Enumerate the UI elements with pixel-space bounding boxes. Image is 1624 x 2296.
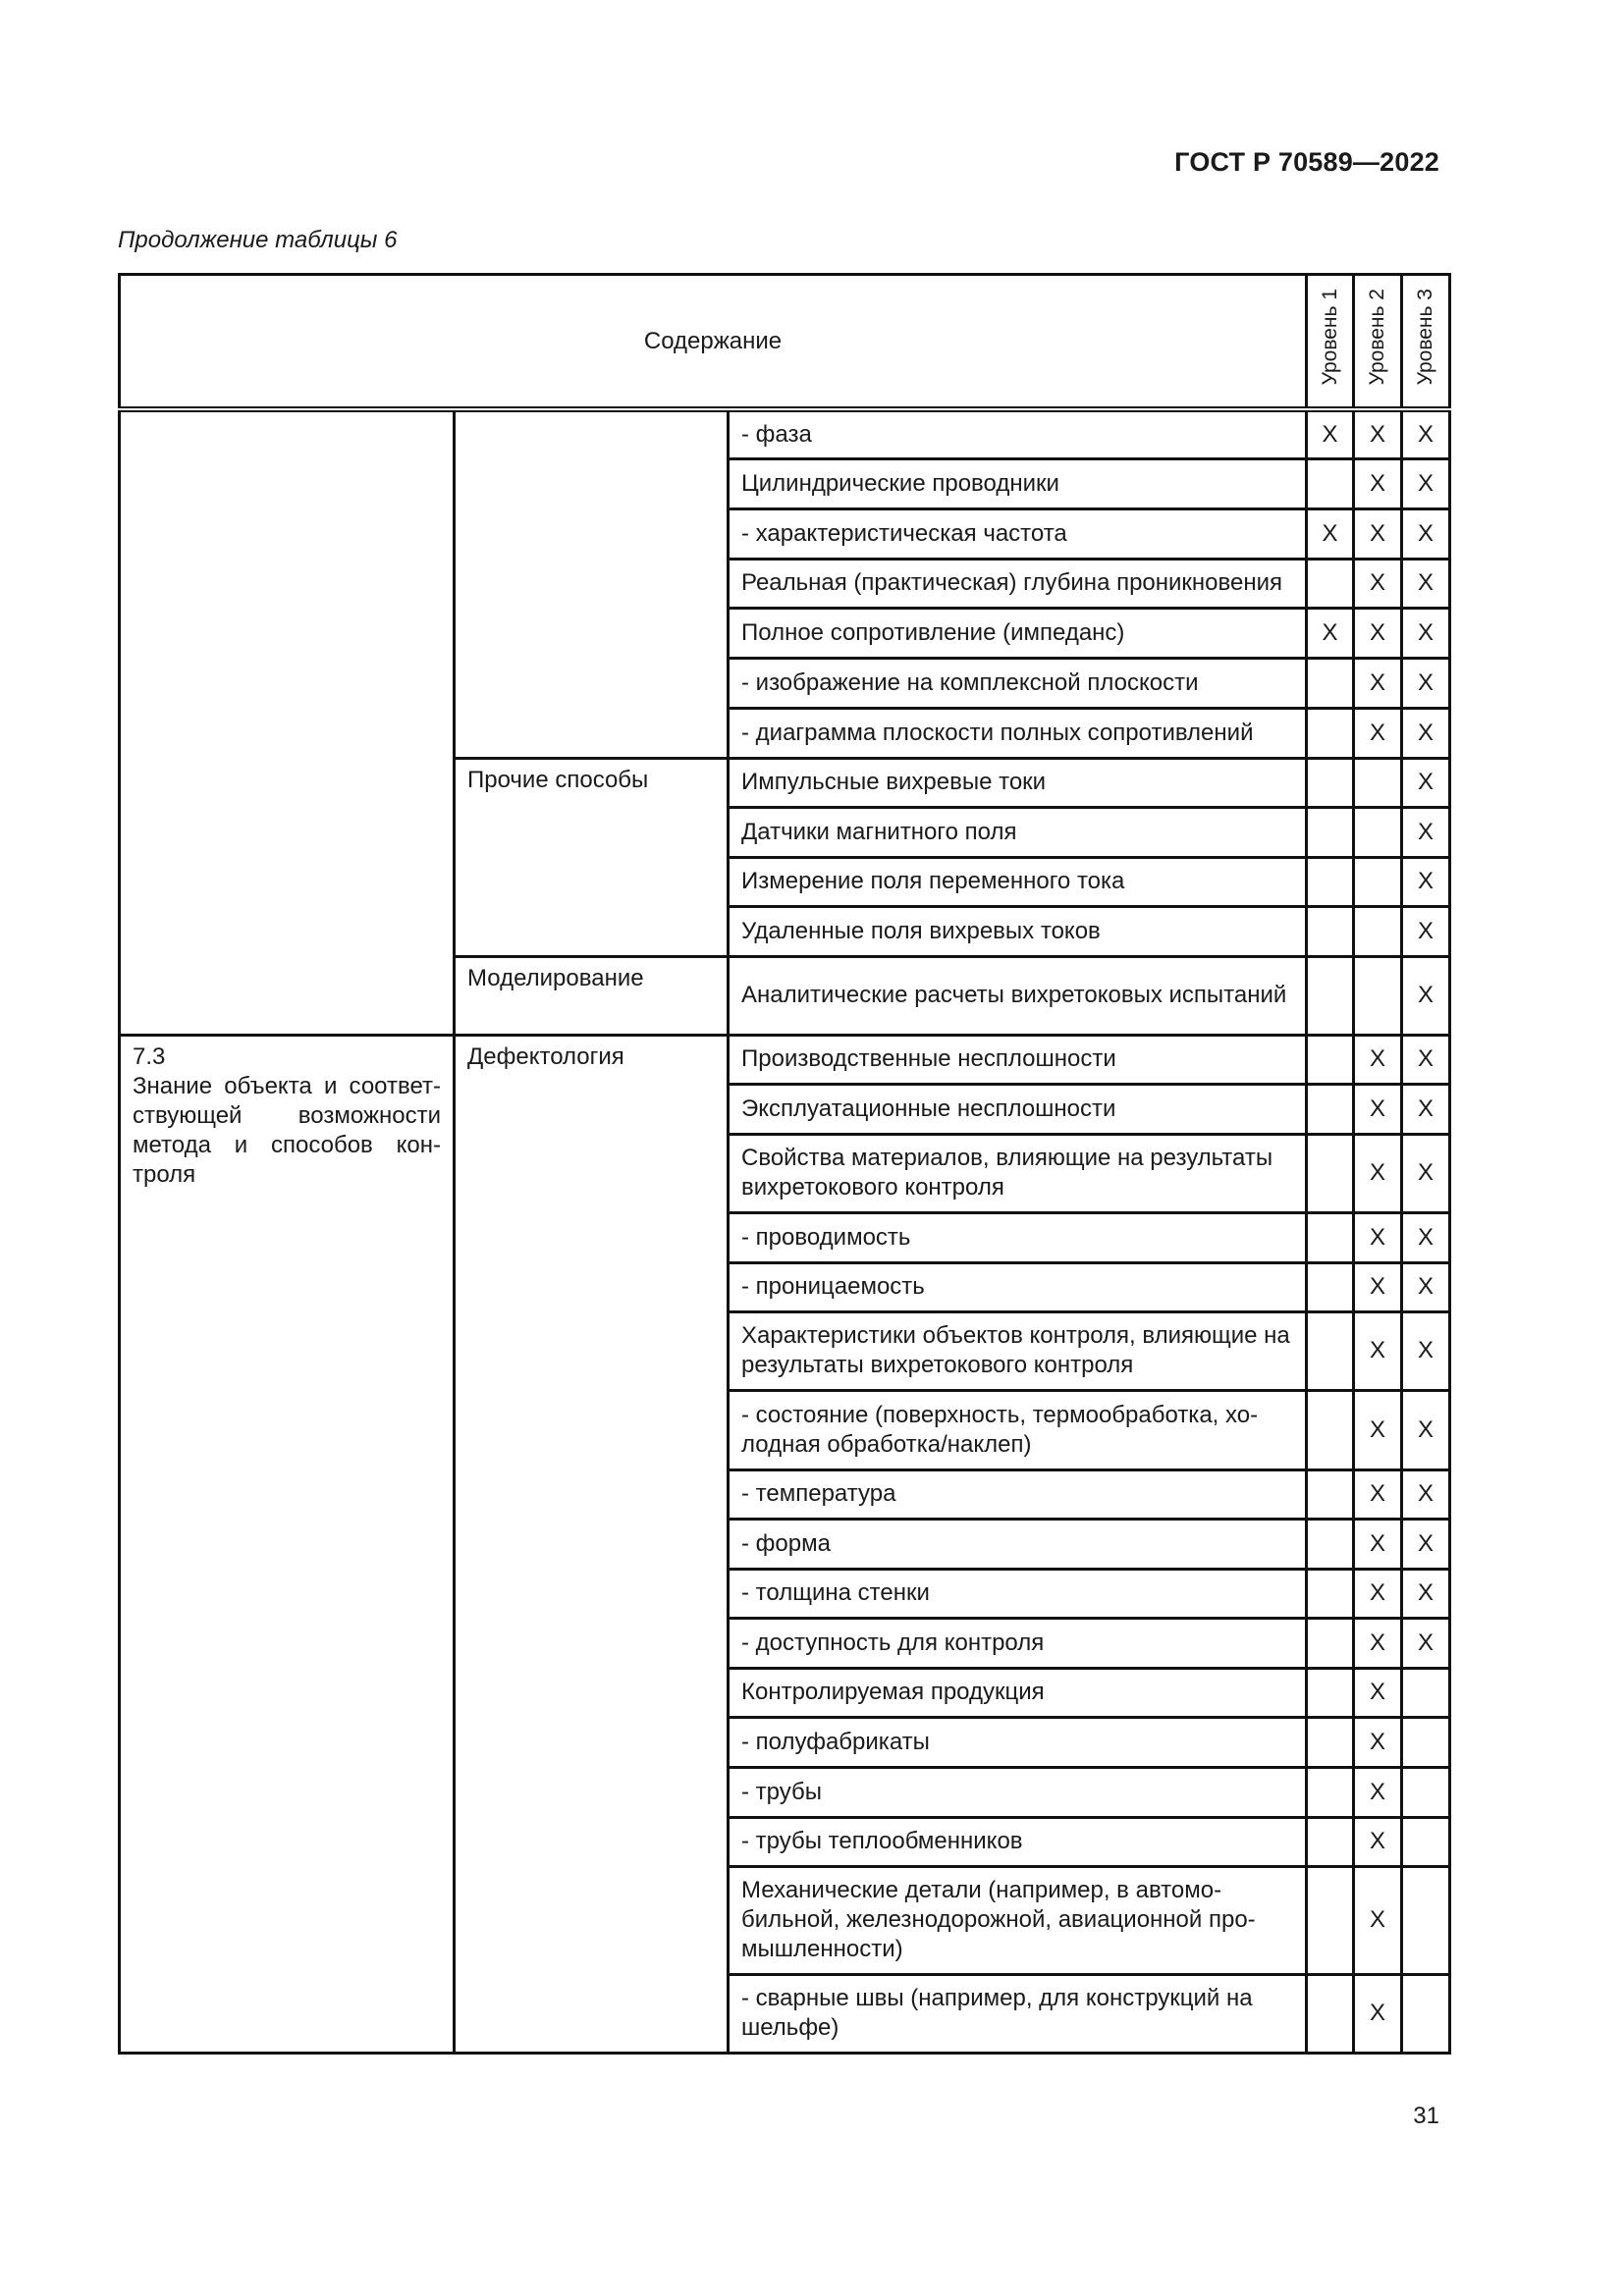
topic-cell-7-3 xyxy=(120,1035,455,2053)
level-1-mark xyxy=(1307,1866,1354,1974)
item-cell: - температура xyxy=(729,1469,1307,1519)
header-level-3-label: Уровень 3 xyxy=(1414,289,1437,386)
level-2-mark: X xyxy=(1354,1262,1402,1311)
item-cell: Датчики магнитного поля xyxy=(729,807,1307,857)
item-cell: - полуфабрикаты xyxy=(729,1717,1307,1767)
level-1-mark: X xyxy=(1307,608,1354,658)
level-2-mark: X xyxy=(1354,1035,1402,1084)
area-cell-modeling: Моделирование xyxy=(455,956,729,1035)
level-1-mark xyxy=(1307,708,1354,758)
level-1-mark xyxy=(1307,956,1354,1035)
item-cell: Эксплуатационные несплошности xyxy=(729,1084,1307,1134)
item-cell: Удаленные поля вихревых токов xyxy=(729,906,1307,956)
level-2-mark xyxy=(1354,758,1402,807)
level-2-mark: X xyxy=(1354,409,1402,458)
level-1-mark xyxy=(1307,906,1354,956)
level-3-mark: X xyxy=(1402,658,1450,708)
level-2-mark: X xyxy=(1354,1134,1402,1212)
area-cell-defectology: Дефектология xyxy=(455,1035,729,2053)
header-level-2-label: Уровень 2 xyxy=(1366,289,1389,386)
page-number: 31 xyxy=(1413,2103,1439,2129)
table-caption: Продолжение таблицы 6 xyxy=(118,227,398,253)
area-cell-other-methods: Прочие способы xyxy=(455,758,729,956)
requirements-table xyxy=(118,273,1451,2055)
level-2-mark xyxy=(1354,956,1402,1035)
header-content: Содержание xyxy=(120,275,1307,410)
level-1-mark xyxy=(1307,1035,1354,1084)
level-3-mark xyxy=(1402,1974,1450,2053)
item-cell: Механические детали (например, в автомобильной, железнодорожной, авиационной промышленности) xyxy=(729,1866,1307,1974)
level-1-mark xyxy=(1307,1668,1354,1717)
level-2-mark: X xyxy=(1354,1668,1402,1717)
level-1-mark xyxy=(1307,1084,1354,1134)
level-1-mark xyxy=(1307,1262,1354,1311)
item-cell: - толщина стенки xyxy=(729,1569,1307,1618)
level-1-mark xyxy=(1307,1311,1354,1390)
level-3-mark: X xyxy=(1402,1134,1450,1212)
level-3-mark: X xyxy=(1402,508,1450,559)
level-3-mark: X xyxy=(1402,708,1450,758)
item-cell: - сварные швы (например, для конструкций на шельфе) xyxy=(729,1974,1307,2053)
level-2-mark: X xyxy=(1354,1974,1402,2053)
level-2-mark: X xyxy=(1354,1717,1402,1767)
topic-text: Знание объекта и соответствующей возможности метода и способов контроля xyxy=(133,1072,441,1188)
level-1-mark xyxy=(1307,1618,1354,1668)
level-1-mark xyxy=(1307,857,1354,906)
level-1-mark xyxy=(1307,1974,1354,2053)
level-3-mark: X xyxy=(1402,1035,1450,1084)
table-row xyxy=(120,1035,1450,1084)
level-2-mark: X xyxy=(1354,1618,1402,1668)
item-cell: - характеристическая частота xyxy=(729,508,1307,559)
level-1-mark xyxy=(1307,1817,1354,1866)
item-cell: - трубы теплообменников xyxy=(729,1817,1307,1866)
level-2-mark: X xyxy=(1354,1084,1402,1134)
item-cell: Импульсные вихревые токи xyxy=(729,758,1307,807)
level-3-mark: X xyxy=(1402,1311,1450,1390)
level-3-mark xyxy=(1402,1668,1450,1717)
item-cell: - трубы xyxy=(729,1767,1307,1817)
level-3-mark xyxy=(1402,1767,1450,1817)
level-2-mark xyxy=(1354,906,1402,956)
level-3-mark xyxy=(1402,1717,1450,1767)
item-cell: Аналитические расчеты вихретоковых испытаний xyxy=(729,956,1307,1035)
level-2-mark: X xyxy=(1354,658,1402,708)
header-level-1-label: Уровень 1 xyxy=(1318,289,1341,386)
item-cell: Производственные несплошности xyxy=(729,1035,1307,1084)
item-cell: Контролируемая продукция xyxy=(729,1668,1307,1717)
level-3-mark: X xyxy=(1402,458,1450,508)
level-3-mark: X xyxy=(1402,1569,1450,1618)
level-2-mark: X xyxy=(1354,1212,1402,1262)
table-row xyxy=(120,409,1450,458)
item-cell: Полное сопротивление (импеданс) xyxy=(729,608,1307,658)
level-3-mark xyxy=(1402,1817,1450,1866)
level-1-mark: X xyxy=(1307,508,1354,559)
level-1-mark xyxy=(1307,1390,1354,1469)
level-2-mark xyxy=(1354,807,1402,857)
level-2-mark: X xyxy=(1354,508,1402,559)
level-3-mark xyxy=(1402,1866,1450,1974)
item-cell: Свойства материалов, влияющие на результаты вихретокового контроля xyxy=(729,1134,1307,1212)
level-3-mark: X xyxy=(1402,409,1450,458)
item-cell: Реальная (практическая) глубина проникновения xyxy=(729,559,1307,608)
level-2-mark: X xyxy=(1354,559,1402,608)
level-1-mark xyxy=(1307,1134,1354,1212)
level-2-mark: X xyxy=(1354,608,1402,658)
level-3-mark: X xyxy=(1402,1618,1450,1668)
header-level-3 xyxy=(1402,275,1450,410)
level-3-mark: X xyxy=(1402,1519,1450,1569)
item-cell: - фаза xyxy=(729,409,1307,458)
level-3-mark: X xyxy=(1402,758,1450,807)
level-2-mark: X xyxy=(1354,1311,1402,1390)
level-1-mark xyxy=(1307,807,1354,857)
level-1-mark xyxy=(1307,1717,1354,1767)
level-3-mark: X xyxy=(1402,956,1450,1035)
level-1-mark xyxy=(1307,458,1354,508)
item-cell: - доступность для контроля xyxy=(729,1618,1307,1668)
level-3-mark: X xyxy=(1402,1469,1450,1519)
level-3-mark: X xyxy=(1402,1262,1450,1311)
level-3-mark: X xyxy=(1402,807,1450,857)
level-3-mark: X xyxy=(1402,906,1450,956)
document-header: ГОСТ Р 70589—2022 xyxy=(1174,147,1439,177)
level-1-mark xyxy=(1307,1469,1354,1519)
area-cell-continued xyxy=(455,409,729,758)
table-body xyxy=(120,409,1450,2053)
item-cell: - проницаемость xyxy=(729,1262,1307,1311)
item-cell: - форма xyxy=(729,1519,1307,1569)
item-cell: Цилиндрические проводники xyxy=(729,458,1307,508)
level-3-mark: X xyxy=(1402,1390,1450,1469)
level-3-mark: X xyxy=(1402,1084,1450,1134)
level-2-mark: X xyxy=(1354,1390,1402,1469)
topic-cell-continued xyxy=(120,409,455,1035)
item-cell: - диаграмма плоскости полных сопротивлений xyxy=(729,708,1307,758)
topic-number: 7.3 xyxy=(133,1042,166,1070)
level-2-mark: X xyxy=(1354,1767,1402,1817)
level-1-mark xyxy=(1307,658,1354,708)
level-2-mark: X xyxy=(1354,1569,1402,1618)
level-3-mark: X xyxy=(1402,1212,1450,1262)
item-cell: Характеристики объектов контроля, влияющие на результаты вихретокового контроля xyxy=(729,1311,1307,1390)
table-header-row xyxy=(120,275,1450,410)
level-3-mark: X xyxy=(1402,857,1450,906)
level-1-mark xyxy=(1307,559,1354,608)
header-level-1 xyxy=(1307,275,1354,410)
item-cell: - изображение на комплексной плоскости xyxy=(729,658,1307,708)
level-1-mark xyxy=(1307,1767,1354,1817)
level-3-mark: X xyxy=(1402,559,1450,608)
level-3-mark: X xyxy=(1402,608,1450,658)
level-2-mark: X xyxy=(1354,708,1402,758)
header-level-2 xyxy=(1354,275,1402,410)
level-1-mark xyxy=(1307,1569,1354,1618)
level-1-mark: X xyxy=(1307,409,1354,458)
item-cell: Измерение поля переменного тока xyxy=(729,857,1307,906)
level-2-mark: X xyxy=(1354,1519,1402,1569)
level-2-mark xyxy=(1354,857,1402,906)
level-1-mark xyxy=(1307,758,1354,807)
level-2-mark: X xyxy=(1354,1469,1402,1519)
item-cell: - проводимость xyxy=(729,1212,1307,1262)
level-2-mark: X xyxy=(1354,1866,1402,1974)
level-1-mark xyxy=(1307,1519,1354,1569)
level-2-mark: X xyxy=(1354,1817,1402,1866)
level-2-mark: X xyxy=(1354,458,1402,508)
item-cell: - состояние (поверхность, термообработка, холодная обработка/наклеп) xyxy=(729,1390,1307,1469)
level-1-mark xyxy=(1307,1212,1354,1262)
